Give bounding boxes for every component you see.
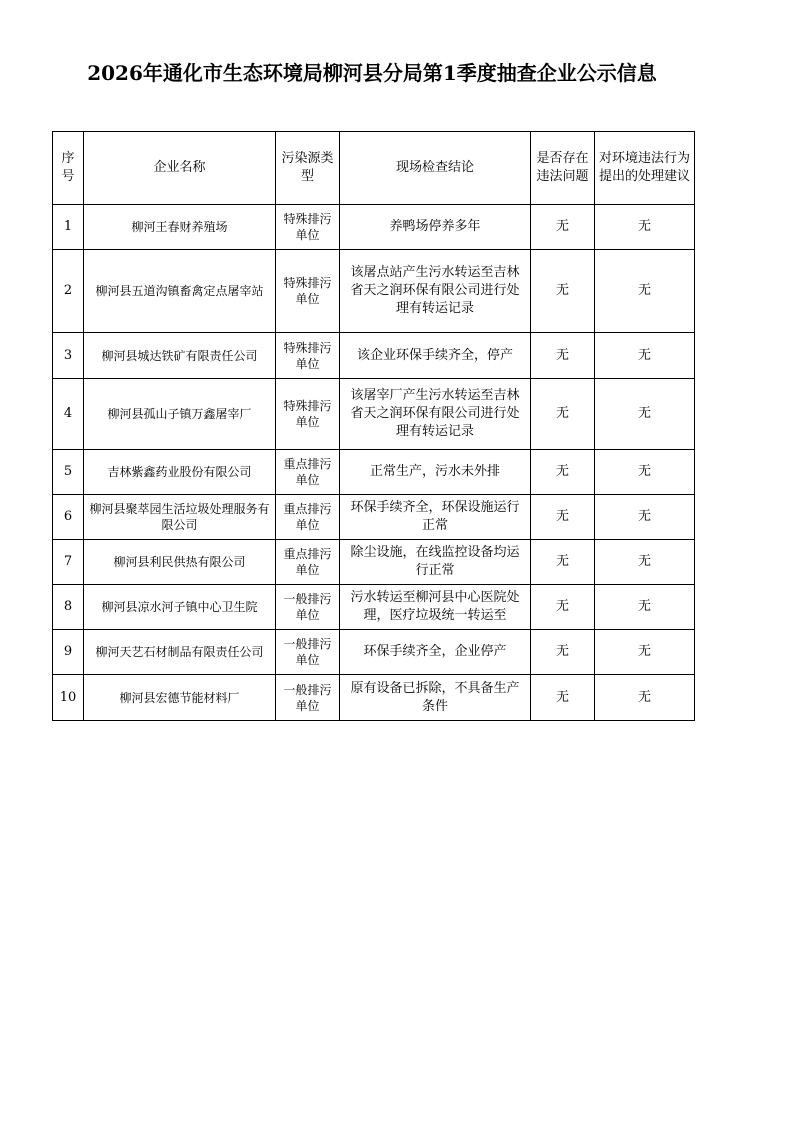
cell-conclusion: 该屠点站产生污水转运至吉林省天之润环保有限公司进行处理有转运记录 (340, 250, 531, 333)
cell-violation: 无 (531, 540, 595, 585)
table-row (53, 450, 695, 495)
table-row (53, 250, 695, 333)
table-row (53, 495, 695, 540)
header-pollution-type: 污染源类型 (276, 132, 340, 205)
cell-suggestion: 无 (595, 540, 695, 585)
cell-conclusion: 除尘设施，在线监控设备均运行正常 (340, 540, 531, 585)
cell-suggestion: 无 (595, 495, 695, 540)
table-row (53, 333, 695, 379)
cell-company: 柳河县利民供热有限公司 (84, 540, 276, 585)
cell-no: 7 (53, 540, 84, 585)
cell-violation: 无 (531, 495, 595, 540)
cell-suggestion: 无 (595, 250, 695, 333)
cell-conclusion: 养鸭场停养多年 (340, 205, 531, 250)
cell-type: 重点排污单位 (276, 540, 340, 585)
table-row (53, 205, 695, 250)
header-violation: 是否存在违法问题 (531, 132, 595, 205)
cell-type: 一般排污单位 (276, 675, 340, 721)
cell-conclusion: 正常生产，污水未外排 (340, 450, 531, 495)
cell-violation: 无 (531, 379, 595, 450)
cell-conclusion: 环保手续齐全，企业停产 (340, 630, 531, 675)
cell-no: 6 (53, 495, 84, 540)
cell-suggestion: 无 (595, 379, 695, 450)
cell-type: 特殊排污单位 (276, 205, 340, 250)
table-row (53, 675, 695, 721)
cell-type: 重点排污单位 (276, 450, 340, 495)
cell-violation: 无 (531, 585, 595, 630)
cell-conclusion-text: 污水转运至柳河县中心医院处理，医疗垃圾统一转运至 (350, 590, 520, 623)
cell-no: 10 (53, 675, 84, 721)
cell-company: 柳河县城达铁矿有限责任公司 (84, 333, 276, 379)
header-conclusion: 现场检查结论 (340, 132, 531, 205)
cell-conclusion: 环保手续齐全，环保设施运行正常 (340, 495, 531, 540)
cell-company: 柳河县聚萃园生活垃圾处理服务有限公司 (84, 495, 276, 540)
cell-no: 5 (53, 450, 84, 495)
table-row (53, 379, 695, 450)
cell-company: 柳河县五道沟镇畜禽定点屠宰站 (84, 250, 276, 333)
cell-type: 特殊排污单位 (276, 250, 340, 333)
cell-violation: 无 (531, 250, 595, 333)
cell-company: 柳河县凉水河子镇中心卫生院 (84, 585, 276, 630)
cell-violation: 无 (531, 450, 595, 495)
cell-conclusion: 原有设备已拆除，不具备生产条件 (340, 675, 531, 721)
header-company: 企业名称 (84, 132, 276, 205)
cell-suggestion: 无 (595, 333, 695, 379)
cell-company: 柳河天艺石材制品有限责任公司 (84, 630, 276, 675)
table-row (53, 630, 695, 675)
cell-type: 重点排污单位 (276, 495, 340, 540)
cell-suggestion: 无 (595, 585, 695, 630)
cell-violation: 无 (531, 630, 595, 675)
cell-conclusion: 该企业环保手续齐全，停产 (340, 333, 531, 379)
cell-type: 特殊排污单位 (276, 379, 340, 450)
cell-suggestion: 无 (595, 450, 695, 495)
inspection-table (52, 131, 695, 721)
cell-no: 2 (53, 250, 84, 333)
cell-suggestion: 无 (595, 630, 695, 675)
cell-type: 一般排污单位 (276, 630, 340, 675)
cell-conclusion: 该屠宰厂产生污水转运至吉林省天之润环保有限公司进行处理有转运记录 (340, 379, 531, 450)
cell-no: 3 (53, 333, 84, 379)
table-row (53, 540, 695, 585)
cell-conclusion (340, 585, 531, 630)
cell-violation: 无 (531, 205, 595, 250)
cell-violation: 无 (531, 675, 595, 721)
cell-no: 1 (53, 205, 84, 250)
header-suggestion: 对环境违法行为提出的处理建议 (595, 132, 695, 205)
table-row (53, 585, 695, 630)
cell-company: 柳河县孤山子镇万鑫屠宰厂 (84, 379, 276, 450)
cell-suggestion: 无 (595, 675, 695, 721)
cell-type: 一般排污单位 (276, 585, 340, 630)
cell-violation: 无 (531, 333, 595, 379)
page-title: 2026年通化市生态环境局柳河县分局第1季度抽查企业公示信息 (87, 61, 657, 85)
cell-company: 吉林紫鑫药业股份有限公司 (84, 450, 276, 495)
cell-no: 4 (53, 379, 84, 450)
cell-type: 特殊排污单位 (276, 333, 340, 379)
cell-no: 8 (53, 585, 84, 630)
cell-no: 9 (53, 630, 84, 675)
cell-company: 柳河县宏德节能材料厂 (84, 675, 276, 721)
cell-suggestion: 无 (595, 205, 695, 250)
cell-company: 柳河王春财养殖场 (84, 205, 276, 250)
header-row (53, 132, 695, 205)
header-no: 序号 (53, 132, 84, 205)
